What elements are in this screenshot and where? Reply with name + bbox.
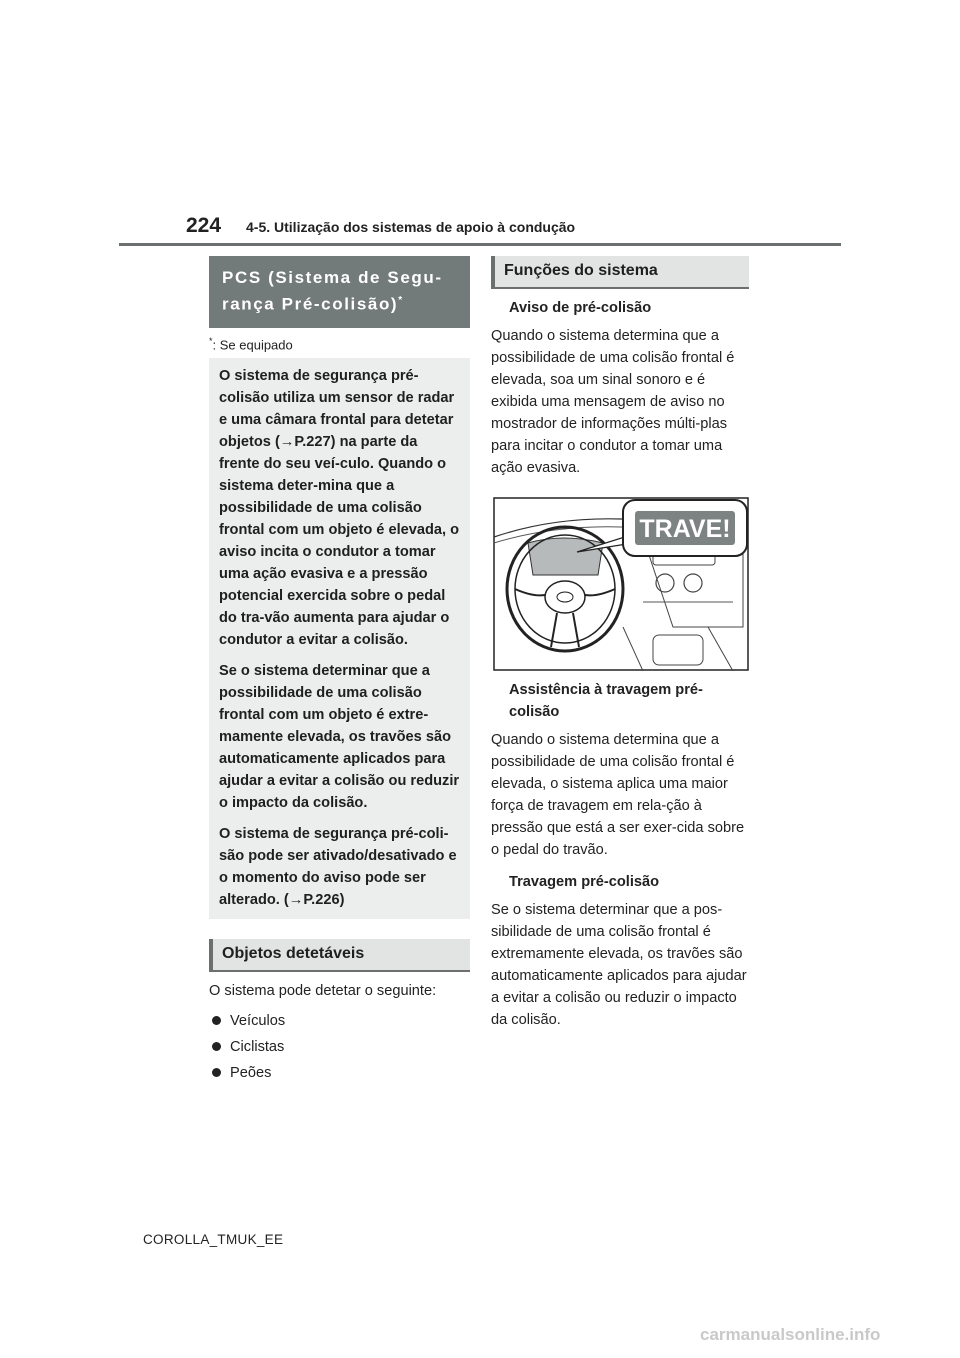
warning-text: Quando o sistema determina que a possibilidade de uma colisão frontal é elevada, soa um sinal sonoro e é exibida uma mensagem de aviso no mostrador de informações múlti-plas para incitar o condutor a tomar uma ação evasiva.: [491, 328, 735, 476]
pcs-section-title: PCS (Sistema de Segu-rança Pré-colisão): [222, 268, 443, 314]
summary-box: [209, 358, 470, 919]
list-item: [209, 1062, 470, 1084]
assist-heading: Assistência à travagem pré-colisão: [509, 682, 703, 720]
header-rule: [119, 243, 841, 246]
summary-paragraph: O sistema de segurança pré-coli-são pode ser ativado/desativado e o momento do aviso pode ser alterado. (→P.226): [219, 825, 457, 908]
detectable-objects-list: [209, 1010, 470, 1084]
left-column: [209, 256, 470, 1088]
pcs-title-mark: *: [398, 295, 403, 306]
list-item: [209, 1010, 470, 1032]
functions-section-header: Funções do sistema: [491, 256, 749, 289]
page-number: 224: [186, 214, 222, 237]
summary-paragraph: O sistema de segurança pré-colisão utiliza um sensor de radar e uma câmara frontal para detetar objetos (→P.227) na parte da frente do seu veí-culo. Quando o sistema deter-mina que a possibilidade de uma colisão frontal com um objeto é elevada, o aviso incita o condutor a tomar uma ação evasiva e a pressão potencial exercida sobre o pedal do tra-vão aumenta para ajudar o condutor a evitar a colisão.: [219, 367, 460, 648]
footnote-text: : Se equipado: [212, 336, 293, 352]
pcs-section-header: [209, 256, 470, 328]
right-column: [491, 256, 749, 1031]
bullet-icon: [212, 1016, 221, 1025]
footnote-mark: *: [209, 335, 213, 346]
list-item: [209, 1036, 470, 1058]
warning-heading: Aviso de pré-colisão: [509, 300, 652, 316]
watermark: carmanualsonline.info: [700, 1325, 881, 1344]
list-item-label: Peões: [230, 1064, 272, 1081]
list-item-label: Ciclistas: [230, 1038, 285, 1055]
list-item-label: Veículos: [230, 1012, 286, 1029]
assist-text: Quando o sistema determina que a possibilidade de uma colisão frontal é elevada, o sistema aplica uma maior força de travagem em rela-ção à pressão que está a ser exer-cida sobre o pedal do travão.: [491, 732, 745, 858]
bullet-icon: [212, 1068, 221, 1077]
footer-code: COROLLA_TMUK_EE: [143, 1232, 284, 1247]
chapter-title: 4-5. Utilização dos sistemas de apoio à condução: [246, 219, 576, 235]
equipment-footnote: [209, 336, 470, 352]
steering-wheel-warning-illustration: [493, 497, 749, 671]
summary-paragraph: Se o sistema determinar que a possibilidade de uma colisão frontal com um objeto é extre-mamente elevada, os travões são automaticamente aplicados para ajudar a evitar a colisão ou reduzir o impacto da colisão.: [219, 662, 460, 811]
braking-heading: Travagem pré-colisão: [509, 874, 660, 890]
objects-section-header: Objetos detetáveis: [209, 939, 470, 972]
objects-intro: O sistema pode detetar o seguinte:: [209, 982, 437, 999]
braking-text: Se o sistema determinar que a pos-sibilidade de uma colisão frontal é extremamente elevada, os travões são automaticamente aplicados para ajudar a evitar a colisão ou reduzir o impacto da colisão.: [491, 902, 747, 1028]
bullet-icon: [212, 1042, 221, 1051]
dashboard-illustration: [493, 497, 749, 671]
trave-warning-text: TRAVE!: [639, 515, 731, 543]
